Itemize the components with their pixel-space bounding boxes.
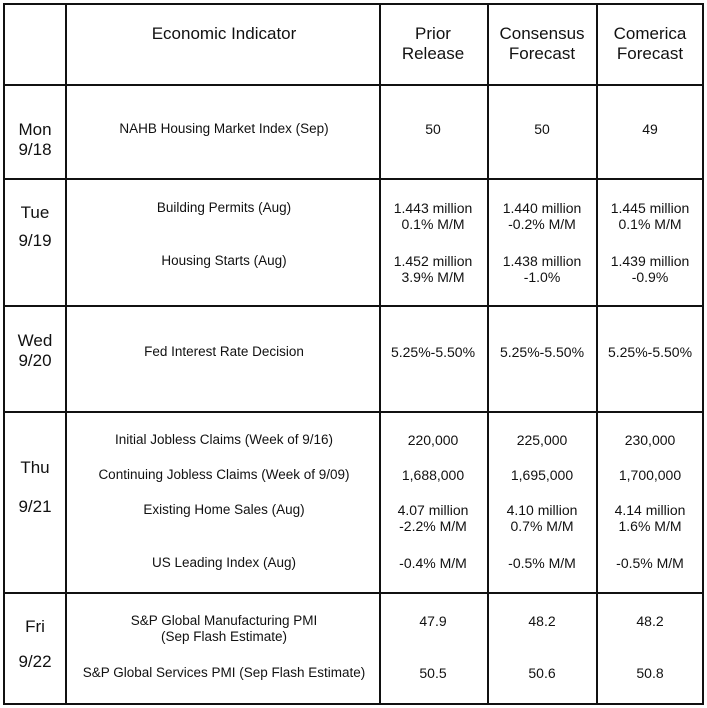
comerica-forecast-value: 49 — [642, 121, 658, 137]
comerica-forecast-value: 50.8 — [636, 665, 664, 681]
row-divider — [3, 592, 704, 594]
day-label-tue: Tue 9/19 — [18, 203, 52, 250]
comerica-forecast-value: 4.14 million 1.6% M/M — [614, 502, 686, 535]
column-divider — [487, 3, 489, 705]
comerica-forecast-value: 1,700,000 — [618, 467, 682, 483]
column-divider — [596, 3, 598, 705]
consensus-forecast-value: 50 — [534, 121, 550, 137]
prior-release-value: 5.25%-5.50% — [390, 344, 476, 360]
column-divider — [379, 3, 381, 705]
consensus-forecast-value: 48.2 — [528, 613, 556, 629]
day-label-thu: Thu 9/21 — [18, 458, 52, 516]
indicator-name: Existing Home Sales (Aug) — [143, 502, 305, 517]
table-border-left — [3, 3, 5, 705]
indicator-name: Continuing Jobless Claims (Week of 9/09) — [98, 467, 350, 482]
consensus-forecast-value: 1.440 million -0.2% M/M — [502, 200, 582, 233]
prior-release-value: 50 — [425, 121, 441, 137]
comerica-forecast-value: 1.445 million 0.1% M/M — [610, 200, 690, 233]
table-border-bottom — [3, 703, 704, 705]
prior-release-value: 220,000 — [407, 432, 459, 448]
indicator-name: S&P Global Services PMI (Sep Flash Estimate) — [82, 665, 366, 680]
row-divider — [3, 84, 704, 86]
prior-release-value: 1.443 million 0.1% M/M — [393, 200, 473, 233]
indicator-name: Initial Jobless Claims (Week of 9/16) — [114, 432, 334, 447]
day-label-wed: Wed 9/20 — [17, 331, 53, 370]
comerica-forecast-value: 1.439 million -0.9% — [610, 253, 690, 286]
consensus-forecast-value: 225,000 — [516, 432, 568, 448]
prior-release-value: 4.07 million -2.2% M/M — [397, 502, 469, 535]
row-divider — [3, 178, 704, 180]
consensus-forecast-value: -0.5% M/M — [508, 555, 576, 571]
consensus-forecast-value: 1,695,000 — [510, 467, 574, 483]
comerica-forecast-value: 230,000 — [624, 432, 676, 448]
prior-release-value: 50.5 — [419, 665, 447, 681]
indicator-name: Housing Starts (Aug) — [161, 253, 287, 268]
indicator-name: US Leading Index (Aug) — [151, 555, 297, 570]
consensus-forecast-value: 50.6 — [528, 665, 556, 681]
indicator-name: S&P Global Manufacturing PMI (Sep Flash Estimate) — [130, 613, 318, 644]
row-divider — [3, 305, 704, 307]
day-label-mon: Mon 9/18 — [18, 120, 52, 159]
day-label-fri: Fri 9/22 — [18, 617, 52, 671]
comerica-forecast-value: 48.2 — [636, 613, 664, 629]
comerica-forecast-value: -0.5% M/M — [616, 555, 684, 571]
indicator-name: Fed Interest Rate Decision — [144, 344, 304, 359]
header-comerica-forecast: Comerica Forecast — [613, 24, 687, 63]
header-economic-indicator: Economic Indicator — [151, 24, 297, 43]
header-consensus-forecast: Consensus Forecast — [499, 24, 585, 63]
comerica-forecast-value: 5.25%-5.50% — [607, 344, 693, 360]
prior-release-value: -0.4% M/M — [399, 555, 467, 571]
consensus-forecast-value: 1.438 million -1.0% — [502, 253, 582, 286]
row-divider — [3, 411, 704, 413]
indicator-name: NAHB Housing Market Index (Sep) — [119, 121, 329, 136]
column-divider — [65, 3, 67, 705]
prior-release-value: 1,688,000 — [401, 467, 465, 483]
table-border-right — [702, 3, 704, 705]
consensus-forecast-value: 4.10 million 0.7% M/M — [506, 502, 578, 535]
indicator-name: Building Permits (Aug) — [156, 200, 292, 215]
consensus-forecast-value: 5.25%-5.50% — [499, 344, 585, 360]
prior-release-value: 47.9 — [419, 613, 447, 629]
header-prior-release: Prior Release — [401, 24, 465, 63]
economic-calendar-table — [3, 3, 704, 705]
table-border-top — [3, 3, 704, 5]
prior-release-value: 1.452 million 3.9% M/M — [393, 253, 473, 286]
